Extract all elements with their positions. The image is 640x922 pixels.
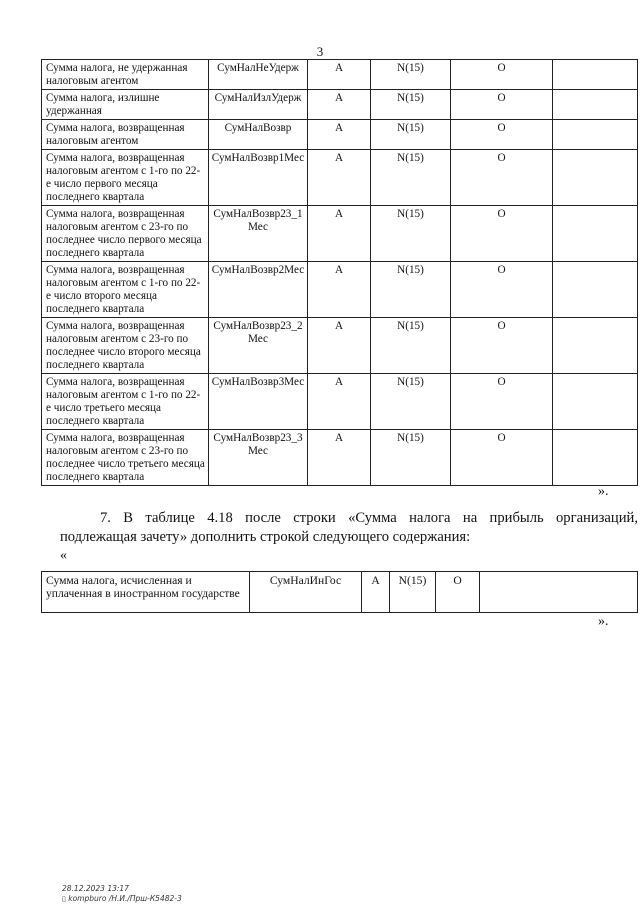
extra-cell (553, 430, 638, 486)
footer-ref: kompburo /Н.И./Прш-К5482-3 (68, 894, 182, 903)
amendment-paragraph (60, 509, 638, 547)
table-row (42, 318, 638, 374)
closing-quote: ». (598, 484, 609, 499)
type-cell: А (308, 206, 371, 262)
format-cell: N(15) (371, 430, 451, 486)
field-name-cell: Сумма налога, исчисленная и уплаченная в иностранном государстве (42, 572, 250, 613)
field-name-cell: Сумма налога, возвращенная налоговым агентом с 1-го по 22-е число третьего месяца последнего квартала (42, 374, 209, 430)
requirement-cell: О (451, 150, 553, 206)
extra-cell (553, 318, 638, 374)
fields-table (41, 59, 638, 486)
field-code-cell: СумНалВозвр3Мес (209, 374, 308, 430)
format-cell: N(15) (371, 120, 451, 150)
requirement-cell: О (451, 90, 553, 120)
type-cell: А (308, 150, 371, 206)
new-row-table (41, 571, 638, 613)
table-row (42, 374, 638, 430)
field-code-cell: СумНалИзлУдерж (209, 90, 308, 120)
field-code-cell: СумНалНеУдерж (209, 60, 308, 90)
extra-cell (480, 572, 638, 613)
requirement-cell: О (451, 430, 553, 486)
field-name-cell: Сумма налога, возвращенная налоговым агентом с 1-го по 22-е число первого месяца последнего квартала (42, 150, 209, 206)
table-row (42, 430, 638, 486)
opening-quote: « (60, 548, 67, 563)
closing-quote: ». (598, 614, 609, 629)
field-name-cell: Сумма налога, возвращенная налоговым агентом (42, 120, 209, 150)
format-cell: N(15) (371, 150, 451, 206)
type-cell: А (308, 90, 371, 120)
requirement-cell: О (451, 206, 553, 262)
requirement-cell: О (451, 318, 553, 374)
type-cell: А (362, 572, 390, 613)
field-code-cell: СумНалВозвр1Мес (209, 150, 308, 206)
table-row (42, 90, 638, 120)
field-code-cell: СумНалВозвр23_1Мес (209, 206, 308, 262)
type-cell: А (308, 318, 371, 374)
format-cell: N(15) (371, 60, 451, 90)
type-cell: А (308, 262, 371, 318)
format-cell: N(15) (371, 90, 451, 120)
field-name-cell: Сумма налога, не удержанная налоговым агентом (42, 60, 209, 90)
extra-cell (553, 90, 638, 120)
table-row (42, 206, 638, 262)
table-row (42, 572, 638, 613)
field-code-cell: СумНалВозвр (209, 120, 308, 150)
footer-date: 28.12.2023 13:17 (62, 884, 129, 893)
field-code-cell: СумНалВозвр23_3Мес (209, 430, 308, 486)
table-row (42, 262, 638, 318)
field-code-cell: СумНалВозвр23_2Мес (209, 318, 308, 374)
format-cell: N(15) (371, 206, 451, 262)
table-row (42, 150, 638, 206)
requirement-cell: О (451, 262, 553, 318)
field-code-cell: СумНалИнГос (250, 572, 362, 613)
extra-cell (553, 120, 638, 150)
requirement-cell: О (436, 572, 480, 613)
field-name-cell: Сумма налога, возвращенная налоговым агентом с 23-го по последнее число третьего месяца последнего квартала (42, 430, 209, 486)
table-row (42, 120, 638, 150)
field-name-cell: Сумма налога, возвращенная налоговым агентом с 23-го по последнее число второго месяца последнего квартала (42, 318, 209, 374)
type-cell: А (308, 120, 371, 150)
type-cell: А (308, 430, 371, 486)
format-cell: N(15) (371, 374, 451, 430)
extra-cell (553, 60, 638, 90)
extra-cell (553, 206, 638, 262)
table-row (42, 60, 638, 90)
requirement-cell: О (451, 60, 553, 90)
document-icon: ▯ (62, 895, 66, 903)
page-number: 3 (316, 44, 324, 59)
paragraph-line: 7. В таблице 4.18 после строки «Сумма налога на прибыль организаций, (100, 510, 638, 526)
format-cell: N(15) (390, 572, 436, 613)
field-name-cell: Сумма налога, возвращенная налоговым агентом с 23-го по последнее число первого месяца последнего квартала (42, 206, 209, 262)
extra-cell (553, 150, 638, 206)
requirement-cell: О (451, 374, 553, 430)
paragraph-line: подлежащая зачету» дополнить строкой следующего содержания: (60, 529, 471, 545)
type-cell: А (308, 60, 371, 90)
extra-cell (553, 374, 638, 430)
format-cell: N(15) (371, 318, 451, 374)
type-cell: А (308, 374, 371, 430)
field-code-cell: СумНалВозвр2Мес (209, 262, 308, 318)
field-name-cell: Сумма налога, возвращенная налоговым агентом с 1-го по 22-е число второго месяца последнего квартала (42, 262, 209, 318)
extra-cell (553, 262, 638, 318)
field-name-cell: Сумма налога, излишне удержанная (42, 90, 209, 120)
format-cell: N(15) (371, 262, 451, 318)
requirement-cell: О (451, 120, 553, 150)
footer-stamp (62, 884, 182, 904)
